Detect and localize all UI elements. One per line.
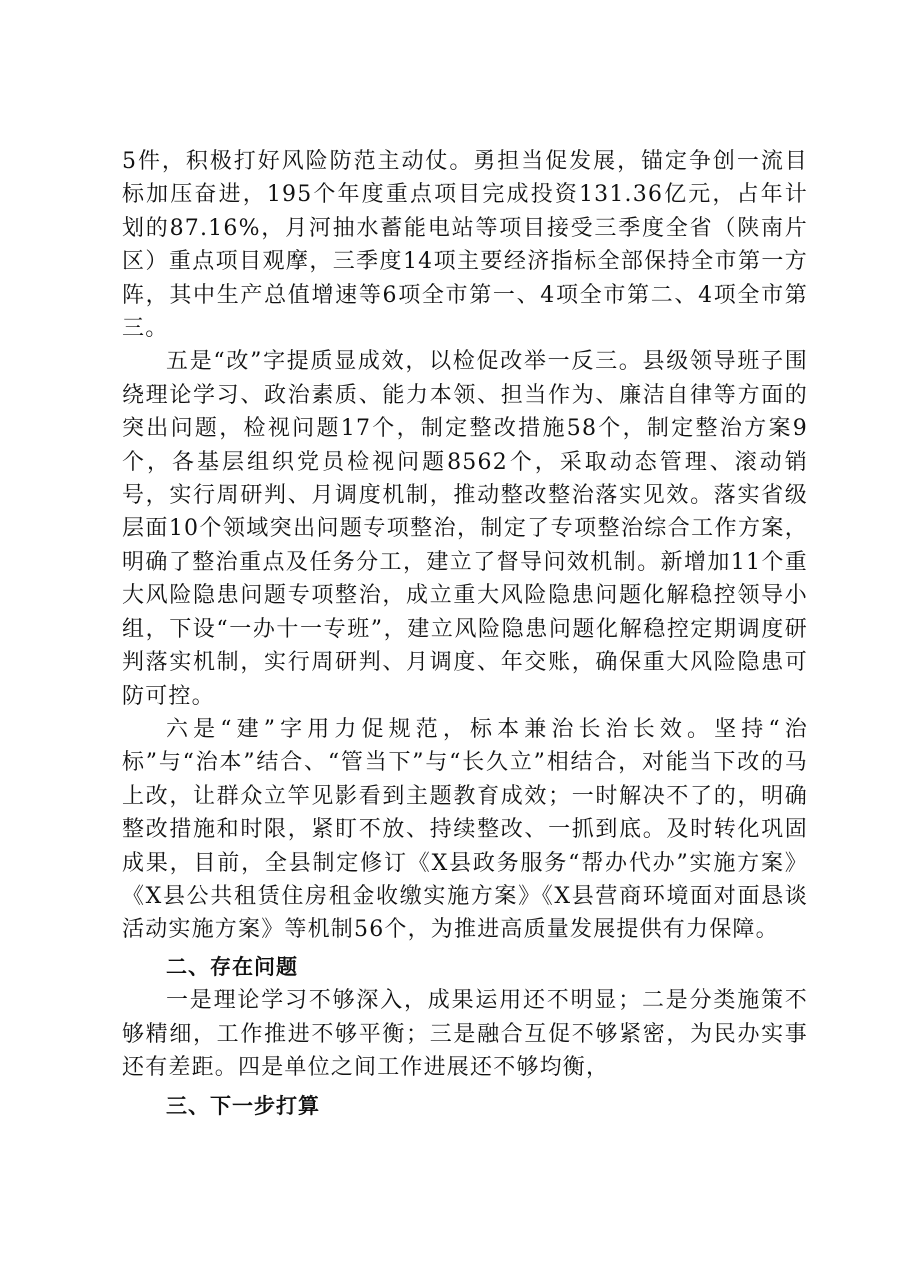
section-heading-next-steps: 三、下一步打算 [166, 1094, 320, 1119]
paragraph-item-five: 五是“改”字提质显成效，以检促改举一反三。县级领导班子围绕理论学习、政治素质、能力本领、担当作为、廉洁自律等方面的突出问题，检视问题17个，制定整改措施58个，制定整治方案9个，各基层组织党员检视问题8562个，采取动态管理、滚动销号，实行周研判、月调度机制，推动整改整治落实见效。落实省级层面10个领域突出问题专项整治，制定了专项整治综合工作方案，明确了整治重点及任务分工，建立了督导问效机制。新增加11个重大风险隐患问题专项整治，成立重大风险隐患问题化解稳控领导小组，下设“一办十一专班”，建立风险隐患问题化解稳控定期调度研判落实机制，实行周研判、月调度、年交账，确保重大风险隐患可防可控。 [122, 349, 808, 709]
document-body [122, 145, 808, 1124]
section-heading-problems: 二、存在问题 [166, 954, 298, 979]
paragraph-item-six: 六是“建”字用力促规范，标本兼治长治长效。坚持“治标”与“治本”结合、“管当下”与“长久立”相结合，对能当下改的马上改，让群众立竿见影看到主题教育成效；一时解决不了的，明确整改措施和时限，紧盯不放、持续整改、一抓到底。及时转化巩固成果，目前，全县制定修订《X县政务服务“帮办代办”实施方案》《X县公共租赁住房租金收缴实施方案》《X县营商环境面对面恳谈活动实施方案》等机制56个，为推进高质量发展提供有力保障。 [122, 716, 808, 943]
paragraph-continued: 5件，积极打好风险防范主动仗。勇担当促发展，锚定争创一流目标加压奋进，195个年度重点项目完成投资131.36亿元，占年计划的87.16%，月河抽水蓄能电站等项目接受三季度全省（陕南片区）重点项目观摩，三季度14项主要经济指标全部保持全市第一方阵，其中生产总值增速等6项全市第一、4项全市第二、4项全市第三。 [122, 149, 808, 342]
paragraph-problems: 一是理论学习不够深入，成果运用还不明显；二是分类施策不够精细，工作推进不够平衡；三是融合互促不够紧密，为民办实事还有差距。四是单位之间工作进展还不够均衡， [122, 988, 808, 1080]
